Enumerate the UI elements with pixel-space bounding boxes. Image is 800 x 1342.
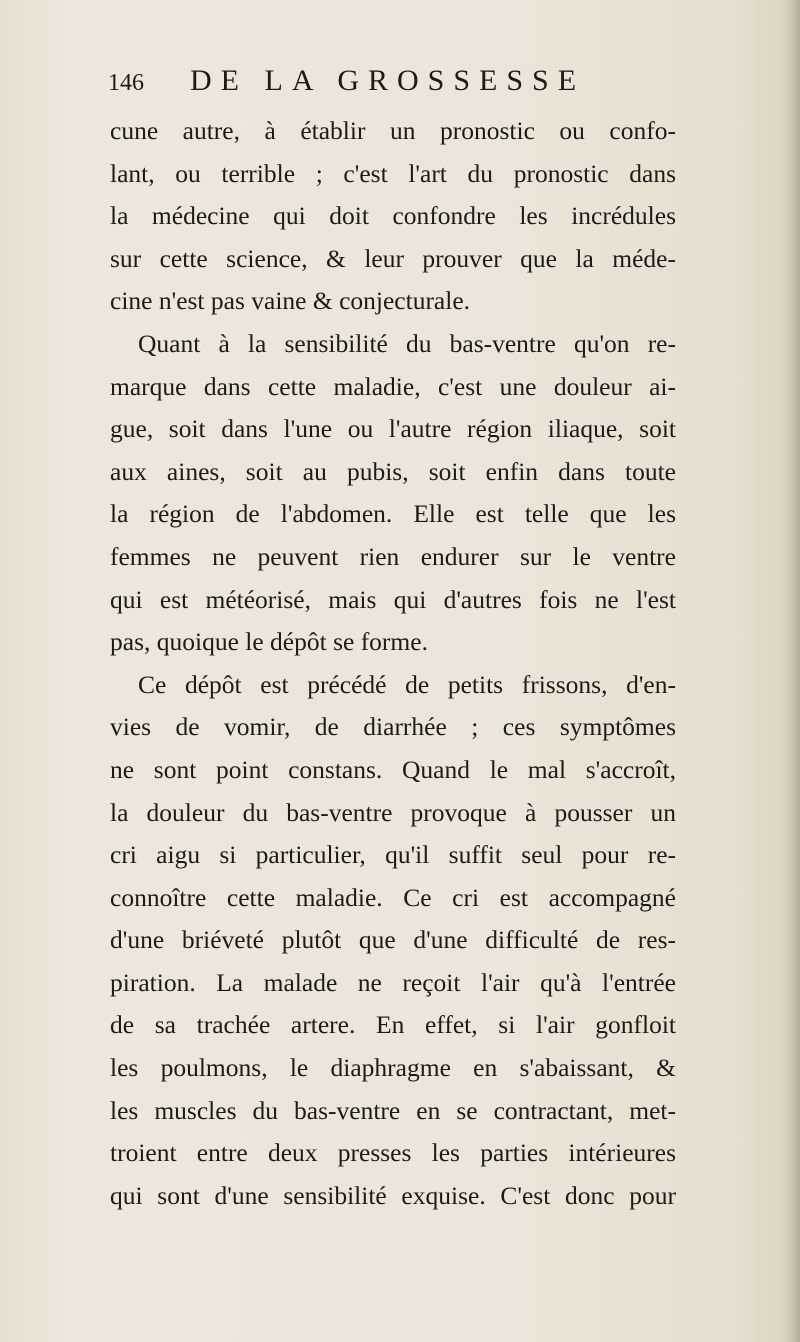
text-line: la région de l'abdomen. Elle est telle que les <box>110 499 676 529</box>
text-line: connoître cette maladie. Ce cri est accompagné <box>110 882 676 912</box>
running-title: DE LA GROSSESSE <box>190 64 586 97</box>
text-line: les muscles du bas-ventre en se contractant, met- <box>110 1095 676 1125</box>
text-line: de sa trachée artere. En effet, si l'air gonfloit <box>110 1010 676 1040</box>
text-line: femmes ne peuvent rien endurer sur le ventre <box>110 541 676 571</box>
text-line: vies de vomir, de diarrhée ; ces symptômes <box>110 712 676 742</box>
page-header <box>108 60 668 100</box>
text-line: la médecine qui doit confondre les incrédules <box>110 201 676 231</box>
text-line: cri aigu si particulier, qu'il suffit seul pour re- <box>110 840 676 870</box>
text-line: ne sont point constans. Quand le mal s'accroît, <box>110 754 676 784</box>
text-line: troient entre deux presses les parties intérieures <box>110 1138 676 1168</box>
text-line: lant, ou terrible ; c'est l'art du pronostic dans <box>110 158 676 188</box>
text-line: sur cette science, & leur prouver que la méde- <box>110 243 676 273</box>
paragraph-start-line: Ce dépôt est précédé de petits frissons, d'en- <box>138 669 676 699</box>
text-line: pas, quoique le dépôt se forme. <box>110 627 428 657</box>
text-line: qui sont d'une sensibilité exquise. C'est donc pour <box>110 1180 676 1210</box>
page-edge-shadow <box>782 0 800 1342</box>
text-line: gue, soit dans l'une ou l'autre région iliaque, soit <box>110 414 676 444</box>
text-line: piration. La malade ne reçoit l'air qu'à l'entrée <box>110 967 676 997</box>
text-line: d'une briéveté plutôt que d'une difficulté de res- <box>110 925 676 955</box>
text-line: cine n'est pas vaine & conjecturale. <box>110 286 471 316</box>
text-line: cune autre, à établir un pronostic ou confo- <box>110 116 676 145</box>
text-line: la douleur du bas-ventre provoque à pousser un <box>110 797 676 827</box>
paragraph-start-line: Quant à la sensibilité du bas-ventre qu'on re- <box>138 328 676 358</box>
page-number: 146 <box>108 70 144 96</box>
text-line: qui est météorisé, mais qui d'autres fois ne l'est <box>110 584 676 614</box>
body-text <box>110 110 676 1217</box>
text-line: aux aines, soit au pubis, soit enfin dans toute <box>110 456 676 486</box>
text-line: marque dans cette maladie, c'est une douleur ai- <box>110 371 676 401</box>
text-line: les poulmons, le diaphragme en s'abaissant, & <box>110 1053 676 1083</box>
